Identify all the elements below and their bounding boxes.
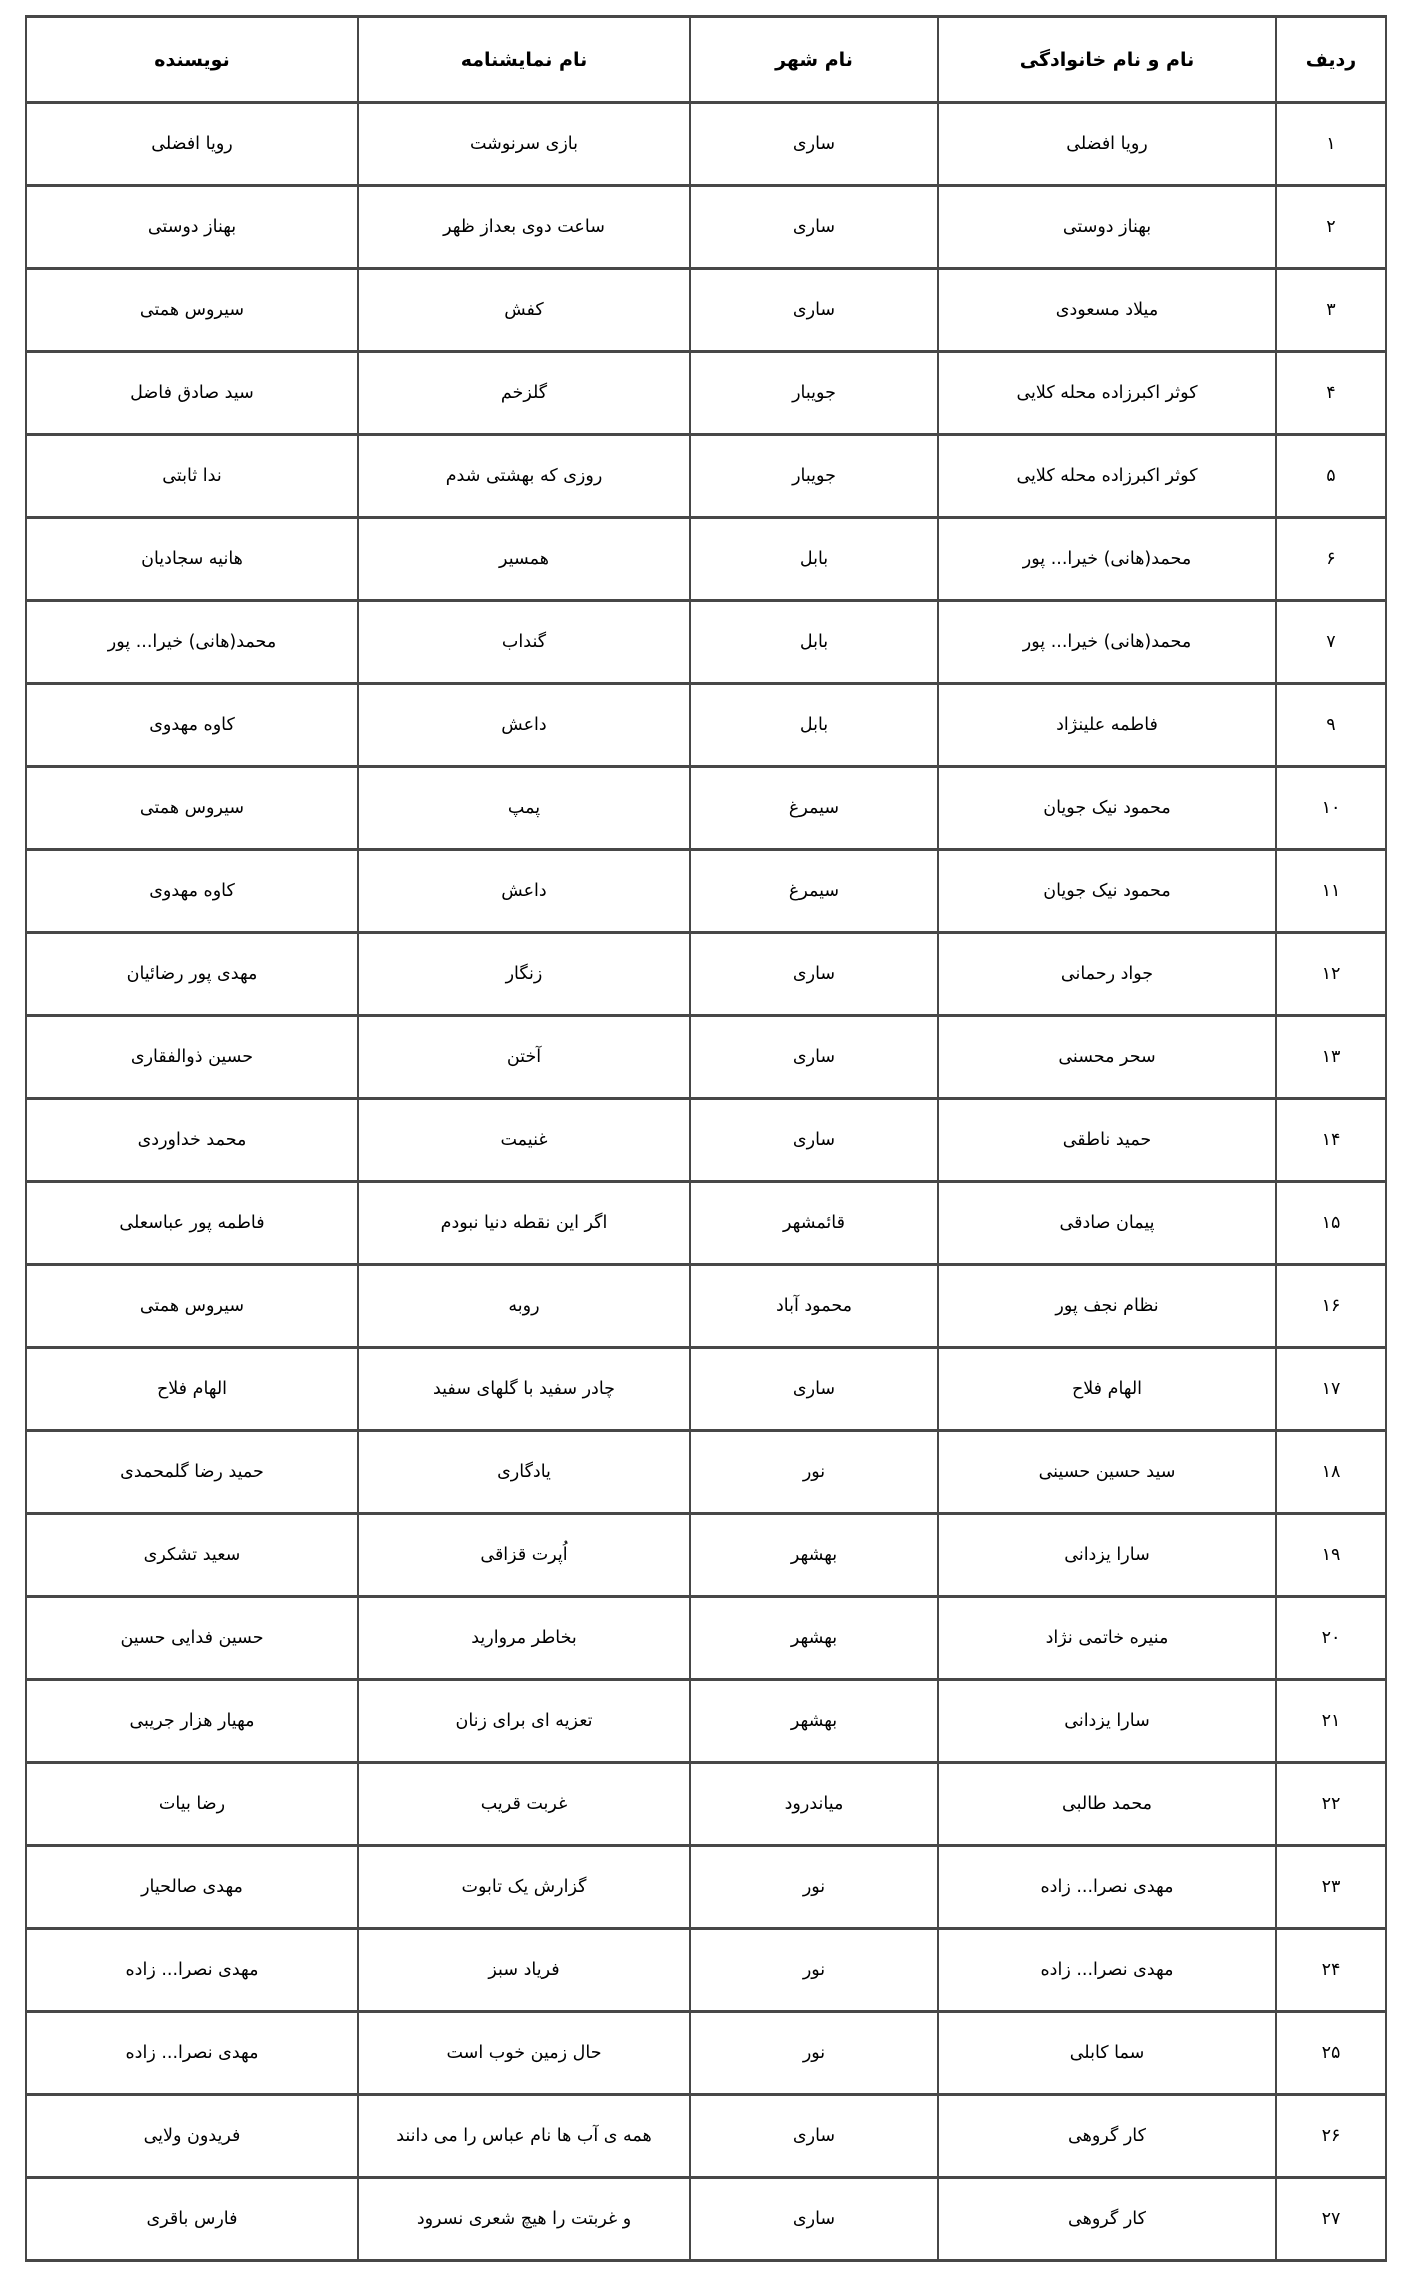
city-cell: ساری xyxy=(690,269,938,352)
row-number-cell: ۱۳ xyxy=(1276,1016,1386,1099)
row-number-cell: ۲۳ xyxy=(1276,1846,1386,1929)
row-number-cell: ۱۱ xyxy=(1276,850,1386,933)
play-title-cell: و غربتت را هیچ شعری نسرود xyxy=(358,2178,690,2261)
full-name-cell: پیمان صادقی xyxy=(938,1182,1276,1265)
play-title-cell: فریاد سبز xyxy=(358,1929,690,2012)
table-row xyxy=(26,1016,1386,1099)
author-cell: سیروس همتی xyxy=(26,269,358,352)
city-cell: ساری xyxy=(690,2095,938,2178)
table-body xyxy=(26,103,1386,2261)
full-name-cell: نظام نجف پور xyxy=(938,1265,1276,1348)
table-row xyxy=(26,933,1386,1016)
city-cell: جویبار xyxy=(690,352,938,435)
row-number-cell: ۴ xyxy=(1276,352,1386,435)
author-cell: سیروس همتی xyxy=(26,767,358,850)
author-cell: سیروس همتی xyxy=(26,1265,358,1348)
row-number-cell: ۹ xyxy=(1276,684,1386,767)
play-title-cell: غربت قریب xyxy=(358,1763,690,1846)
full-name-cell: فاطمه علینژاد xyxy=(938,684,1276,767)
play-title-cell: داعش xyxy=(358,850,690,933)
row-number-cell: ۱۸ xyxy=(1276,1431,1386,1514)
play-title-cell: غنیمت xyxy=(358,1099,690,1182)
play-title-cell: تعزیه ای برای زنان xyxy=(358,1680,690,1763)
column-header-author: نویسنده xyxy=(26,17,358,103)
full-name-cell: کار گروهی xyxy=(938,2095,1276,2178)
author-cell: فاطمه پور عباسعلی xyxy=(26,1182,358,1265)
city-cell: بابل xyxy=(690,684,938,767)
author-cell: بهناز دوستی xyxy=(26,186,358,269)
full-name-cell: منیره خاتمی نژاد xyxy=(938,1597,1276,1680)
row-number-cell: ۷ xyxy=(1276,601,1386,684)
full-name-cell: سما کابلی xyxy=(938,2012,1276,2095)
table-row xyxy=(26,269,1386,352)
play-title-cell: همسیر xyxy=(358,518,690,601)
city-cell: محمود آباد xyxy=(690,1265,938,1348)
row-number-cell: ۲۶ xyxy=(1276,2095,1386,2178)
city-cell: بهشهر xyxy=(690,1597,938,1680)
play-title-cell: داعش xyxy=(358,684,690,767)
table-row xyxy=(26,518,1386,601)
play-title-cell: روزی که بهشتی شدم xyxy=(358,435,690,518)
author-cell: مهدی پور رضائیان xyxy=(26,933,358,1016)
full-name-cell: محمد(هانی) خیرا... پور xyxy=(938,518,1276,601)
column-header-row-number: ردیف xyxy=(1276,17,1386,103)
table-row xyxy=(26,1597,1386,1680)
author-cell: کاوه مهدوی xyxy=(26,684,358,767)
header-row xyxy=(26,17,1386,103)
row-number-cell: ۱۹ xyxy=(1276,1514,1386,1597)
city-cell: بابل xyxy=(690,601,938,684)
author-cell: سعید تشکری xyxy=(26,1514,358,1597)
full-name-cell: محمد(هانی) خیرا... پور xyxy=(938,601,1276,684)
table-row xyxy=(26,2012,1386,2095)
table-row xyxy=(26,1514,1386,1597)
full-name-cell: کار گروهی xyxy=(938,2178,1276,2261)
play-title-cell: روبه xyxy=(358,1265,690,1348)
full-name-cell: محمود نیک جویان xyxy=(938,767,1276,850)
city-cell: بابل xyxy=(690,518,938,601)
play-title-cell: ساعت دوی بعداز ظهر xyxy=(358,186,690,269)
author-cell: سید صادق فاضل xyxy=(26,352,358,435)
table-row xyxy=(26,1680,1386,1763)
table-row xyxy=(26,2178,1386,2261)
row-number-cell: ۱۶ xyxy=(1276,1265,1386,1348)
play-title-cell: یادگاری xyxy=(358,1431,690,1514)
city-cell: میاندرود xyxy=(690,1763,938,1846)
row-number-cell: ۲ xyxy=(1276,186,1386,269)
play-title-cell: اُپرت قزاقی xyxy=(358,1514,690,1597)
author-cell: مهدی نصرا... زاده xyxy=(26,2012,358,2095)
play-title-cell: آختن xyxy=(358,1016,690,1099)
row-number-cell: ۱۵ xyxy=(1276,1182,1386,1265)
row-number-cell: ۱۷ xyxy=(1276,1348,1386,1431)
city-cell: نور xyxy=(690,1929,938,2012)
full-name-cell: محمد طالبی xyxy=(938,1763,1276,1846)
play-title-cell: چادر سفید با گلهای سفید xyxy=(358,1348,690,1431)
row-number-cell: ۱ xyxy=(1276,103,1386,186)
full-name-cell: رویا افضلی xyxy=(938,103,1276,186)
author-cell: محمد(هانی) خیرا... پور xyxy=(26,601,358,684)
author-cell: رضا بیات xyxy=(26,1763,358,1846)
city-cell: نور xyxy=(690,1846,938,1929)
city-cell: جویبار xyxy=(690,435,938,518)
full-name-cell: سحر محسنی xyxy=(938,1016,1276,1099)
table-row xyxy=(26,1431,1386,1514)
row-number-cell: ۲۷ xyxy=(1276,2178,1386,2261)
table-row xyxy=(26,1348,1386,1431)
full-name-cell: جواد رحمانی xyxy=(938,933,1276,1016)
row-number-cell: ۲۰ xyxy=(1276,1597,1386,1680)
play-title-cell: بخاطر مروارید xyxy=(358,1597,690,1680)
author-cell: ندا ثابتی xyxy=(26,435,358,518)
city-cell: ساری xyxy=(690,1099,938,1182)
author-cell: رویا افضلی xyxy=(26,103,358,186)
city-cell: ساری xyxy=(690,1348,938,1431)
full-name-cell: حمید ناطقی xyxy=(938,1099,1276,1182)
row-number-cell: ۲۵ xyxy=(1276,2012,1386,2095)
full-name-cell: مهدی نصرا... زاده xyxy=(938,1846,1276,1929)
play-title-cell: کفش xyxy=(358,269,690,352)
play-title-cell: گزارش یک تابوت xyxy=(358,1846,690,1929)
city-cell: بهشهر xyxy=(690,1514,938,1597)
city-cell: سیمرغ xyxy=(690,850,938,933)
row-number-cell: ۱۴ xyxy=(1276,1099,1386,1182)
author-cell: فارس باقری xyxy=(26,2178,358,2261)
full-name-cell: کوثر اکبرزاده محله کلایی xyxy=(938,435,1276,518)
play-title-cell: پمپ xyxy=(358,767,690,850)
full-name-cell: الهام فلاح xyxy=(938,1348,1276,1431)
table-row xyxy=(26,186,1386,269)
city-cell: بهشهر xyxy=(690,1680,938,1763)
author-cell: حمید رضا گلمحمدی xyxy=(26,1431,358,1514)
play-title-cell: حال زمین خوب است xyxy=(358,2012,690,2095)
row-number-cell: ۲۲ xyxy=(1276,1763,1386,1846)
play-title-cell: همه ی آب ها نام عباس را می دانند xyxy=(358,2095,690,2178)
table-row xyxy=(26,1099,1386,1182)
play-title-cell: گنداب xyxy=(358,601,690,684)
table-row xyxy=(26,684,1386,767)
city-cell: نور xyxy=(690,2012,938,2095)
city-cell: سیمرغ xyxy=(690,767,938,850)
full-name-cell: سید حسین حسینی xyxy=(938,1431,1276,1514)
play-title-cell: بازی سرنوشت xyxy=(358,103,690,186)
row-number-cell: ۲۱ xyxy=(1276,1680,1386,1763)
table-row xyxy=(26,1763,1386,1846)
table-row xyxy=(26,850,1386,933)
row-number-cell: ۱۲ xyxy=(1276,933,1386,1016)
row-number-cell: ۳ xyxy=(1276,269,1386,352)
city-cell: قائمشهر xyxy=(690,1182,938,1265)
full-name-cell: محمود نیک جویان xyxy=(938,850,1276,933)
table-row xyxy=(26,1846,1386,1929)
row-number-cell: ۵ xyxy=(1276,435,1386,518)
play-title-cell: اگر این نقطه دنیا نبودم xyxy=(358,1182,690,1265)
table-row xyxy=(26,2095,1386,2178)
author-cell: مهدی نصرا... زاده xyxy=(26,1929,358,2012)
column-header-city: نام شهر xyxy=(690,17,938,103)
city-cell: ساری xyxy=(690,933,938,1016)
city-cell: ساری xyxy=(690,1016,938,1099)
row-number-cell: ۱۰ xyxy=(1276,767,1386,850)
author-cell: حسین فدایی حسین xyxy=(26,1597,358,1680)
author-cell: کاوه مهدوی xyxy=(26,850,358,933)
author-cell: مهدی صالحیار xyxy=(26,1846,358,1929)
plays-table xyxy=(25,15,1387,2262)
author-cell: هانیه سجادیان xyxy=(26,518,358,601)
full-name-cell: سارا یزدانی xyxy=(938,1680,1276,1763)
play-title-cell: گلزخم xyxy=(358,352,690,435)
table-row xyxy=(26,1265,1386,1348)
table-row xyxy=(26,601,1386,684)
author-cell: حسین ذوالفقاری xyxy=(26,1016,358,1099)
city-cell: ساری xyxy=(690,2178,938,2261)
author-cell: الهام فلاح xyxy=(26,1348,358,1431)
table-row xyxy=(26,352,1386,435)
play-title-cell: زنگار xyxy=(358,933,690,1016)
full-name-cell: کوثر اکبرزاده محله کلایی xyxy=(938,352,1276,435)
city-cell: نور xyxy=(690,1431,938,1514)
column-header-full-name: نام و نام خانوادگی xyxy=(938,17,1276,103)
table-row xyxy=(26,1929,1386,2012)
full-name-cell: سارا یزدانی xyxy=(938,1514,1276,1597)
row-number-cell: ۶ xyxy=(1276,518,1386,601)
table-row xyxy=(26,103,1386,186)
row-number-cell: ۲۴ xyxy=(1276,1929,1386,2012)
full-name-cell: بهناز دوستی xyxy=(938,186,1276,269)
author-cell: مهیار هزار جریبی xyxy=(26,1680,358,1763)
table-row xyxy=(26,435,1386,518)
full-name-cell: مهدی نصرا... زاده xyxy=(938,1929,1276,2012)
full-name-cell: میلاد مسعودی xyxy=(938,269,1276,352)
author-cell: فریدون ولایی xyxy=(26,2095,358,2178)
table-row xyxy=(26,1182,1386,1265)
table-row xyxy=(26,767,1386,850)
column-header-play-title: نام نمایشنامه xyxy=(358,17,690,103)
city-cell: ساری xyxy=(690,103,938,186)
author-cell: محمد خداوردی xyxy=(26,1099,358,1182)
city-cell: ساری xyxy=(690,186,938,269)
